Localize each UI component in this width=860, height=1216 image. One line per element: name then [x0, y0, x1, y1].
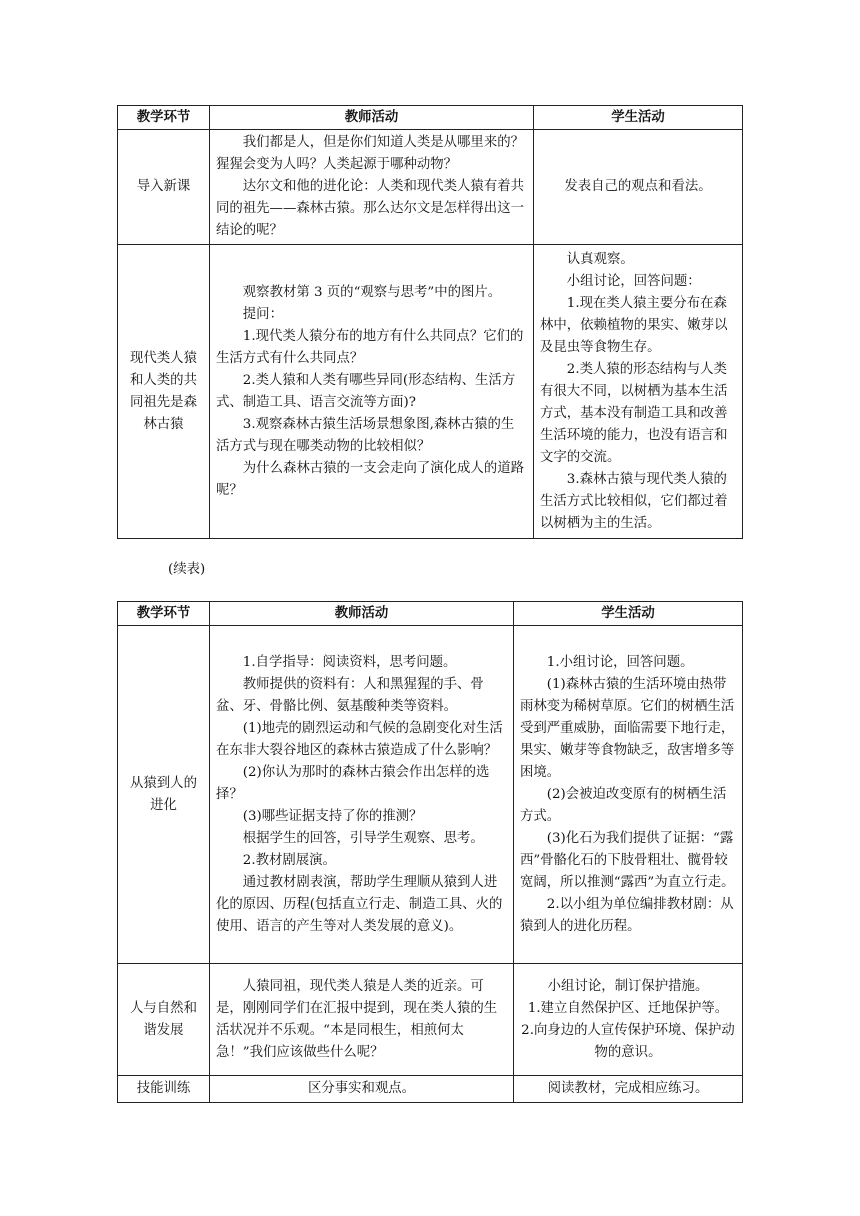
student-line: (2)会被迫改变原有的树栖生活方式。 — [520, 786, 727, 824]
student-line: 认真观察。 — [566, 251, 634, 267]
student-line: 1.小组讨论，回答问题。 — [546, 654, 694, 670]
student-cell — [534, 130, 743, 245]
header-teacher: 教师活动 — [210, 106, 534, 130]
teacher-cell — [210, 130, 534, 245]
student-cell — [514, 1076, 743, 1103]
teacher-line: 2.类人猿和人类有哪些异同(形态结构、生活方式、制造工具、语言交流等方面)? — [216, 372, 516, 410]
stage-cell: 现代类人猿和人类的共同祖先是森林古猿 — [118, 245, 210, 539]
student-line: 2.类人猿的形态结构与人类有很大不同，以树栖为基本生活方式，基本没有制造工具和改善生活环境的能力，也没有语言和文字的交流。 — [540, 361, 728, 465]
student-cell — [514, 626, 743, 964]
student-line: 2.向身边的人宣传保护环境、保护动物的意识。 — [521, 1022, 735, 1060]
teacher-line: 我们都是人，但是你们知道人类是从哪里来的？猩猩会变为人吗？人类起源于哪种动物？ — [216, 135, 524, 172]
student-line: 小组讨论，制订保护措施。 — [547, 978, 709, 994]
student-line: 阅读教材，完成相应练习。 — [547, 1081, 709, 1096]
teacher-line: 根据学生的回答，引导学生观察、思考。 — [242, 830, 484, 846]
student-line: (1)森林古猿的生活环境由热带雨林变为稀树草原。它们的树栖生活受到严重威胁，面临需要下地行走，果实、嫩芽等食物缺乏，敌害增多等困境。 — [520, 676, 735, 780]
continued-label: (续表) — [168, 562, 206, 577]
teacher-line: (2)你认为那时的森林古猿会作出怎样的选择？ — [216, 764, 490, 802]
stage-cell: 技能训练 — [118, 1076, 210, 1103]
teacher-line: 区分事实和观点。 — [307, 1081, 416, 1096]
student-cell — [534, 245, 743, 539]
table-row — [118, 626, 743, 964]
student-line: (3)化石为我们提供了证据：“露西”骨骼化石的下肢骨粗壮、髋骨较宽阔，所以推测“露西”为直立行走。 — [520, 830, 735, 890]
table-row — [118, 1076, 743, 1103]
lesson-table-2 — [117, 601, 743, 1103]
teacher-cell — [210, 964, 514, 1076]
stage-cell: 从猿到人的进化 — [118, 626, 210, 964]
student-line: 3.森林古猿与现代类人猿的生活方式比较相似，它们都过着以树栖为主的生活。 — [540, 471, 728, 531]
teacher-line: 提问： — [242, 306, 283, 322]
teacher-cell — [210, 626, 514, 964]
teacher-line: 1.自学指导：阅读资料，思考问题。 — [242, 654, 457, 670]
student-line: 1.建立自然保护区、迁地保护等。 — [527, 1000, 729, 1016]
student-cell — [514, 964, 743, 1076]
header-student: 学生活动 — [534, 106, 743, 130]
student-line: 1.现在类人猿主要分布在森林中，依赖植物的果实、嫩芽以及昆虫等食物生存。 — [540, 295, 728, 355]
lesson-table-1 — [117, 105, 743, 539]
header-stage: 教学环节 — [118, 106, 210, 130]
table-header-row — [118, 106, 743, 130]
header-stage: 教学环节 — [118, 602, 210, 626]
table-row — [118, 245, 743, 539]
teacher-line: 1.现代类人猿分布的地方有什么共同点？它们的生活方式有什么共同点？ — [216, 328, 524, 366]
teacher-line: 2.教材剧展演。 — [242, 852, 336, 868]
teacher-line: 达尔文和他的进化论：人类和现代类人猿有着共同的祖先——森林古猿。那么达尔文是怎样得出这一结论的呢？ — [216, 179, 524, 238]
header-student: 学生活动 — [514, 602, 743, 626]
teacher-cell — [210, 1076, 514, 1103]
teacher-line: 为什么森林古猿的一支会走向了演化成人的道路呢？ — [216, 460, 524, 498]
teacher-line: 教师提供的资料有：人和黑猩猩的手、骨盆、牙、骨骼比例、氨基酸种类等资料。 — [216, 676, 484, 714]
header-teacher: 教师活动 — [210, 602, 514, 626]
student-line: 发表自己的观点和看法。 — [564, 179, 712, 194]
student-line: 2.以小组为单位编排教材剧：从猿到人的进化历程。 — [520, 896, 734, 934]
teacher-line: (3)哪些证据支持了你的推测？ — [242, 808, 423, 824]
student-line: 小组讨论，回答问题： — [566, 273, 701, 289]
teacher-cell — [210, 245, 534, 539]
stage-cell: 人与自然和谐发展 — [118, 964, 210, 1076]
table-row — [118, 964, 743, 1076]
teacher-line: 通过教材剧表演，帮助学生理顺从猿到人进化的原因、历程(包括直立行走、制造工具、火的使用、语言的产生等对人类发展的意义)。 — [216, 874, 503, 934]
table-row — [118, 130, 743, 245]
teacher-line: 3.观察森林古猿生活场景想象图,森林古猿的生活方式与现在哪类动物的比较相似？ — [216, 416, 515, 454]
teacher-line: 人猿同祖，现代类人猿是人类的近亲。可是，刚刚同学们在汇报中提到，现在类人猿的生活状况并不乐观。“本是同根生，相煎何太急！”我们应该做些什么呢？ — [216, 978, 498, 1060]
stage-cell: 导入新课 — [118, 130, 210, 245]
teacher-line: (1)地壳的剧烈运动和气候的急剧变化对生活在东非大裂谷地区的森林古猿造成了什么影响？ — [216, 720, 503, 758]
table-header-row — [118, 602, 743, 626]
teacher-line: 观察教材第 3 页的“观察与思考”中的图片。 — [242, 284, 502, 300]
